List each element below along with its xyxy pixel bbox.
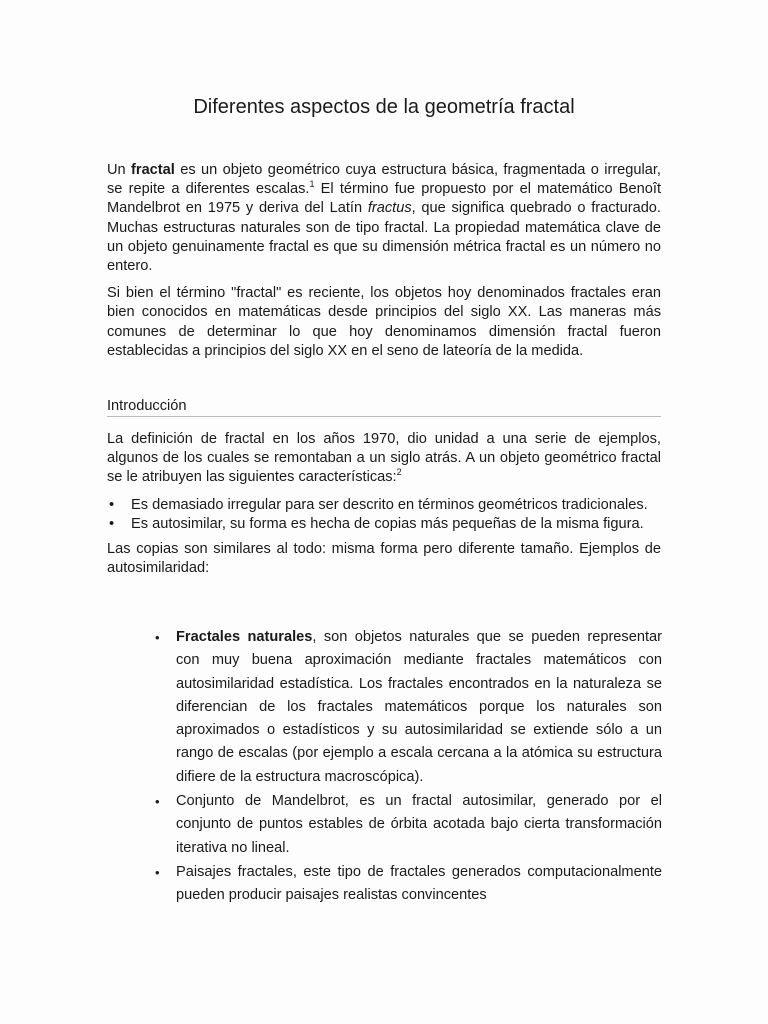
list-item	[176, 626, 662, 789]
text-span: El término fue propuesto por el matemático Benoît Mandelbrot en 1975 y deriva del Latín	[107, 181, 661, 217]
text-span: , son objetos naturales que se pueden representar con muy buena aproximación mediante fractales matemáticos con autosimilaridad estadística. Los fractales encontrados en la naturaleza se diferencian de los fractales matemáticos porque los naturales son aproximados o estadísticos y su autosimilaridad se extiende sólo a un rango de escalas (por ejemplo a escala cercana a la atómica su estructura difiere de la estructura macroscópica).	[176, 629, 662, 785]
intro-block	[107, 161, 661, 369]
intro-paragraph-2: Si bien el término "fractal" es reciente, los objetos hoy denominados fractales eran bien conocidos en matemáticas desde principios del siglo XX. Las maneras más comunes de determinar lo que hoy denominamos dimensión fractal fueron establecidas a principios del siglo XX en el seno de lateoría de la medida.	[107, 285, 661, 359]
section-paragraph-2: Las copias son similares al todo: misma forma pero diferente tamaño. Ejemplos de autosimilaridad:	[107, 541, 661, 577]
characteristics-list	[107, 496, 661, 534]
examples-list	[176, 626, 662, 908]
footnote-ref-1[interactable]: 1	[309, 179, 315, 190]
natural-fractals-term: Fractales naturales	[176, 629, 313, 645]
section-heading: Introducción	[107, 398, 661, 417]
footnote-ref-2[interactable]: 2	[396, 467, 402, 478]
fractal-term: fractal	[131, 162, 175, 178]
section-block	[107, 430, 661, 586]
fractus-term: fractus	[367, 200, 412, 217]
text-span: La definición de fractal en los años 1970, dio unidad a una serie de ejemplos, algunos de los cuales se remontaban a un siglo atrás. A un objeto geométrico fractal se le atribuyen las siguientes características:	[107, 431, 661, 486]
list-item: • Es autosimilar, su forma es hecha de copias más pequeñas de la misma figura.	[131, 515, 661, 534]
list-item: • Conjunto de Mandelbrot, es un fractal autosimilar, generado por el conjunto de puntos estables de órbita acotada bajo cierta transformación iterativa no lineal.	[176, 790, 662, 860]
list-item: • Paisajes fractales, este tipo de fractales generados computacionalmente pueden producir paisajes realistas convincentes	[176, 861, 662, 908]
page-title: Diferentes aspectos de la geometría fractal	[193, 96, 575, 118]
text-span: es un objeto geométrico cuya estructura básica, fragmentada o irregular, se repite a diferentes escalas.	[107, 162, 661, 198]
section-paragraph-1	[107, 430, 661, 488]
intro-paragraph-1	[107, 161, 661, 276]
text-span: Un	[107, 162, 132, 178]
examples-block	[176, 626, 662, 909]
list-item: • Es demasiado irregular para ser descrito en términos geométricos tradicionales.	[131, 496, 661, 515]
text-span: , que significa quebrado o fracturado. Muchas estructuras naturales son de tipo fractal. La propiedad matemática clave de un objeto genuinamente fractal es que su dimensión métrica fractal es un número no entero.	[107, 200, 661, 275]
